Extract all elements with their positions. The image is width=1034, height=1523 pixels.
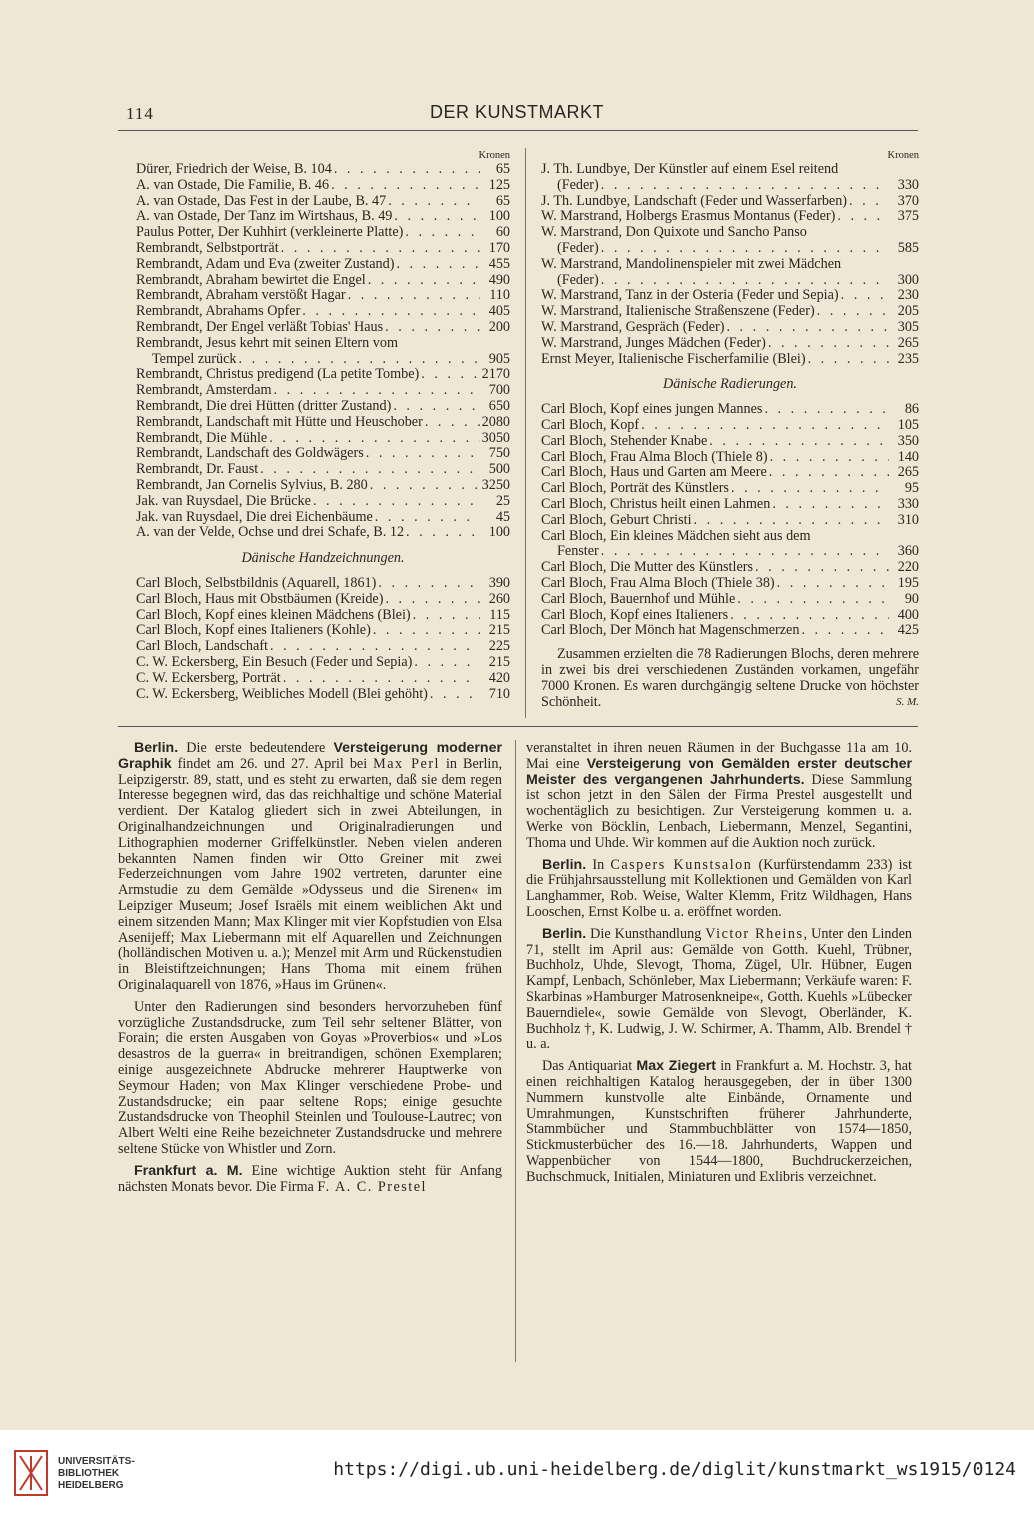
dot-leader bbox=[806, 352, 889, 368]
entry-price: 225 bbox=[488, 638, 510, 655]
price-row bbox=[541, 352, 919, 368]
dot-leader bbox=[368, 478, 480, 494]
dot-leader bbox=[383, 592, 480, 608]
entry-title: Rembrandt, Abraham bewirtet die Engel bbox=[136, 271, 366, 288]
entry-title: A. van Ostade, Das Fest in der Laube, B. 47 bbox=[136, 192, 387, 209]
price-row bbox=[541, 194, 919, 210]
entry-title: Carl Bloch, Frau Alma Bloch (Thiele 8) bbox=[541, 448, 768, 465]
dot-leader bbox=[639, 418, 889, 434]
entry-title: Carl Bloch, Landschaft bbox=[136, 638, 268, 655]
entry-title: C. W. Eckersberg, Weibliches Modell (Blei gehöht) bbox=[136, 685, 428, 702]
price-row bbox=[136, 225, 510, 241]
price-row bbox=[136, 592, 510, 608]
news-paragraph: Das Antiquariat Max Ziegert in Frankfurt a. M. Hochstr. 3, hat einen reichhaltigen Katalog herausgegeben, der in über 1300 Nummern kunstvolle alte Einbände, Ornamente und Umrahmungen, Kunstschriften früherer Jahrhunderte, Stammbücher und Stammbuchblätter von 1574—1850, Stickmusterbücher des 16.—18. Jahrhunderts, Wappen und Wappenbücher von 1544—1800, Buchdruckerzeichen, Buchschmuck, Initialen, Miniaturen und Exlibris verzeichnet. bbox=[526, 1058, 912, 1185]
price-row bbox=[136, 162, 510, 178]
entry-title: Dürer, Friedrich der Weise, B. 104 bbox=[136, 161, 332, 177]
news-column-right bbox=[526, 741, 912, 1192]
dot-leader bbox=[815, 304, 889, 320]
dot-leader bbox=[847, 194, 889, 210]
header-rule bbox=[118, 130, 918, 131]
entry-price: 65 bbox=[495, 161, 510, 177]
price-row bbox=[541, 288, 919, 304]
news-paragraph: Berlin. Die erste bedeutendere Versteigerung moderner Graphik findet am 26. und 27. April bei Max Perl in Berlin, Leipzigerstr. 89, statt, und es steht zu erwarten, daß sie dem regen Interesse begegnen wird, das das reichhaltige und schöne Material verdient. Der Katalog gliedert sich in zwei Abteilungen, in Originalhandzeichnungen und Originalradierungen und Lithographien moderner Griffelkünstler. Neben vielen anderen bekannten Namen finden wir Otto Greiner mit zwei Federzeichnungen vom Jahre 1902 vertreten, darunter eine Armstudie zu dem Gemälde »Odysseus und die Sirenen« im Leipziger Museum; Josef Israëls mit einem weiblichen Akt und einem sitzenden Mann; Max Klinger mit vier Kopfstudien von Elsa Asenijeff; Max Liebermann mit elf Aquarellen und Zeichnungen (holländischen Motiven u. a.); Menzel mit Arm und Rückenstudien in Bleistiftzeichnungen; Hans Thoma mit einem frühen Originalaquarell von 1876, »Haus im Grünen«. bbox=[118, 740, 503, 993]
entry-price: 455 bbox=[488, 255, 510, 272]
dot-leader bbox=[272, 383, 480, 399]
price-row bbox=[541, 623, 919, 639]
news-column-left bbox=[118, 741, 502, 1201]
entry-price: 710 bbox=[488, 685, 510, 702]
dot-leader bbox=[839, 288, 889, 304]
entry-price: 700 bbox=[488, 382, 510, 399]
closing-paragraph: Zusammen erzielten die 78 Radierungen Blochs, deren mehrere in zwei bis drei verschiedenen Zuständen vorkamen, ungefähr 7000 Kronen. Es waren durchgängig seltene Drucke von höchster Schönheit. S. M. bbox=[541, 646, 919, 710]
source-url-link[interactable]: https://digi.ub.uni-heidelberg.de/diglit/kunstmarkt_ws1915/0124 bbox=[333, 1459, 1016, 1480]
entry-title: Rembrandt, Jesus kehrt mit seinen Eltern vom bbox=[136, 334, 399, 351]
dot-leader bbox=[599, 544, 889, 560]
dot-leader bbox=[366, 273, 480, 289]
dot-leader bbox=[404, 525, 480, 541]
entry-title: Rembrandt, Dr. Faust bbox=[136, 461, 259, 478]
dot-leader bbox=[768, 450, 889, 466]
entry-price: 90 bbox=[904, 590, 919, 607]
price-row bbox=[136, 367, 510, 383]
entry-price: 215 bbox=[488, 622, 510, 639]
dot-leader bbox=[707, 434, 889, 450]
entry-title: Jak. van Ruysdael, Die drei Eichenbäume bbox=[136, 508, 373, 525]
entry-price: 195 bbox=[897, 574, 919, 591]
entry-price: 2170 bbox=[481, 366, 510, 383]
entry-title: Carl Bloch, Ein kleines Mädchen sieht aus dem bbox=[541, 527, 811, 544]
entry-price: 650 bbox=[488, 397, 510, 414]
entry-price: 215 bbox=[488, 653, 510, 670]
dot-leader bbox=[423, 415, 480, 431]
entry-price: 305 bbox=[897, 318, 919, 335]
dot-leader bbox=[391, 399, 480, 415]
entry-title: (Feder) bbox=[557, 239, 599, 256]
dot-leader bbox=[383, 320, 480, 336]
entry-title: Carl Bloch, Die Mutter des Künstlers bbox=[541, 559, 753, 576]
dot-leader bbox=[332, 162, 480, 178]
entry-price: 425 bbox=[897, 622, 919, 639]
dot-leader bbox=[268, 639, 480, 655]
emphasis: Max Ziegert bbox=[636, 1058, 716, 1075]
dot-leader bbox=[300, 304, 480, 320]
dot-leader bbox=[729, 481, 889, 497]
price-row bbox=[541, 241, 919, 257]
entry-price: 310 bbox=[897, 511, 919, 528]
price-row bbox=[541, 450, 919, 466]
entry-title: Rembrandt, Selbstporträt bbox=[136, 239, 279, 256]
news-paragraph: Berlin. In Caspers Kunstsalon (Kurfürstendamm 233) ist die Frühjahrsausstellung mit Kollektionen und Gemälden von Karl Langhammer, Rob. Weise, Walter Klemm, Fritz Wildhagen, Hans Looschen, Ernst Kolbe u. a. eröffnet worden. bbox=[526, 856, 912, 920]
currency-label: Kronen bbox=[887, 150, 919, 161]
entry-price: 300 bbox=[897, 271, 919, 288]
price-row bbox=[136, 194, 510, 210]
entry-title: Carl Bloch, Haus und Garten am Meere bbox=[541, 464, 767, 481]
price-row bbox=[136, 383, 510, 399]
price-row bbox=[136, 288, 510, 304]
entry-title: Carl Bloch, Kopf eines Italieners bbox=[541, 606, 729, 623]
entry-title: Rembrandt, Jan Cornelis Sylvius, B. 280 bbox=[136, 476, 368, 493]
entry-price: 220 bbox=[897, 559, 919, 576]
spaced-name: Max Perl bbox=[373, 755, 440, 772]
entry-title: Jak. van Ruysdael, Die Brücke bbox=[136, 492, 311, 509]
entry-title: Rembrandt, Die drei Hütten (dritter Zustand) bbox=[136, 397, 392, 414]
price-row bbox=[541, 257, 919, 273]
dot-leader bbox=[767, 465, 889, 481]
entry-price: 125 bbox=[488, 176, 510, 193]
entry-title: W. Marstrand, Holbergs Erasmus Montanus (Feder) bbox=[541, 208, 836, 225]
university-library-logo bbox=[14, 1450, 48, 1496]
dot-leader bbox=[599, 273, 889, 289]
left-price-list bbox=[136, 150, 510, 702]
entry-title: Paulus Potter, Der Kuhhirt (verkleinerte Platte) bbox=[136, 224, 404, 241]
price-row bbox=[541, 434, 919, 450]
dot-leader bbox=[419, 367, 480, 383]
entry-title: Carl Bloch, Geburt Christi bbox=[541, 511, 692, 528]
entry-title: Fenster bbox=[557, 543, 599, 560]
dot-leader bbox=[403, 225, 480, 241]
dot-leader bbox=[329, 178, 480, 194]
dot-leader bbox=[724, 320, 889, 336]
entry-price: 65 bbox=[495, 192, 510, 209]
emphasis: Versteigerung moderner Graphik bbox=[118, 740, 503, 772]
entry-title: A. van Ostade, Die Familie, B. 46 bbox=[136, 176, 330, 193]
price-row bbox=[541, 576, 919, 592]
entry-price: 585 bbox=[897, 239, 919, 256]
dot-leader bbox=[799, 623, 889, 639]
price-row bbox=[541, 608, 919, 624]
price-row bbox=[541, 225, 919, 241]
entry-price: 110 bbox=[489, 287, 510, 304]
entry-price: 25 bbox=[495, 492, 510, 509]
column-divider bbox=[515, 740, 516, 1362]
price-row bbox=[136, 510, 510, 526]
entry-title: Carl Bloch, Bauernhof und Mühle bbox=[541, 590, 736, 607]
entry-price: 115 bbox=[489, 606, 510, 623]
dot-leader bbox=[373, 510, 480, 526]
entry-title: A. van der Velde, Ochse und drei Schafe, B. 12 bbox=[136, 524, 405, 541]
entry-price: 330 bbox=[897, 176, 919, 193]
entry-price: 490 bbox=[488, 271, 510, 288]
price-row bbox=[541, 336, 919, 352]
entry-price: 235 bbox=[897, 350, 919, 367]
entry-title: Carl Bloch, Porträt des Künstlers bbox=[541, 480, 729, 497]
spaced-name: F. A. C. Prestel bbox=[317, 1178, 427, 1195]
entry-title: Rembrandt, Landschaft des Goldwägers bbox=[136, 445, 364, 462]
news-paragraph: veranstaltet in ihren neuen Räumen in der Buchgasse 11a am 10. Mai eine Versteigerung von Gemälden erster deutscher Meister des vergangenen Jahrhunderts. Diese Sammlung ist schon jetzt in den Sälen der Firma Prestel ausgestellt und wochentäglich zu besichtigen. Zur Versteigerung kommen u. a. Werke von Böcklin, Lenbach, Liebermann, Menzel, Segantini, Thoma und Uhde. Wir kommen auf die Auktion noch zurück. bbox=[526, 740, 913, 851]
entry-title: W. Marstrand, Gespräch (Feder) bbox=[541, 318, 725, 335]
dot-leader bbox=[311, 494, 480, 510]
place-lead: Berlin. bbox=[542, 856, 587, 873]
news-paragraph: Frankfurt a. M. Eine wichtige Auktion steht für Anfang nächsten Monats bevor. Die Firma F. A. C. Prestel bbox=[118, 1162, 502, 1195]
price-row bbox=[136, 462, 510, 478]
dot-leader bbox=[346, 288, 480, 304]
entry-price: 105 bbox=[897, 416, 919, 433]
price-row bbox=[541, 178, 919, 194]
entry-title: (Feder) bbox=[557, 271, 599, 288]
entry-title: W. Marstrand, Italienische Straßenszene (Feder) bbox=[541, 303, 815, 320]
entry-title: J. Th. Lundbye, Der Künstler auf einem Esel reitend bbox=[541, 161, 839, 177]
library-name: UNIVERSITÄTS- BIBLIOTHEK HEIDELBERG bbox=[58, 1456, 135, 1491]
price-row bbox=[541, 529, 919, 545]
dot-leader bbox=[428, 687, 480, 703]
price-row bbox=[541, 418, 919, 434]
price-row bbox=[136, 399, 510, 415]
place-lead: Berlin. bbox=[134, 740, 179, 756]
price-row bbox=[136, 178, 510, 194]
price-row bbox=[136, 304, 510, 320]
entry-price: 140 bbox=[897, 448, 919, 465]
entry-title: Carl Bloch, Der Mönch hat Magenschmerzen bbox=[541, 622, 800, 639]
entry-title: A. van Ostade, Der Tanz im Wirtshaus, B. 49 bbox=[136, 208, 393, 225]
spaced-name: Victor Rheins bbox=[705, 925, 804, 942]
price-row bbox=[136, 494, 510, 510]
section-title: Dänische Handzeichnungen. bbox=[241, 550, 405, 567]
entry-price: 200 bbox=[488, 318, 510, 335]
footer-bar bbox=[0, 1430, 1034, 1523]
entry-price: 3050 bbox=[481, 429, 510, 446]
dot-leader bbox=[753, 560, 889, 576]
signature: S. M. bbox=[896, 695, 919, 708]
entry-title: Rembrandt, Amsterdam bbox=[136, 382, 272, 399]
news-paragraph: Berlin. Die Kunsthandlung Victor Rheins, Unter den Linden 71, stellt im April aus: Gemälde von Gotth. Kuehl, Trübner, Buchholz, Uhde, Slevogt, Thoma, Zügel, Ulr. Hübner, Eugen Kampf, Lenbach, Schönleber, Max Liebermann; Verkäufe waren: F. Skarbinas »Hamburger Matrosenkneipe«, Gotth. Kuehls »Lübecker Bauerndiele«, sowie Gemälde von Slevogt, Oberländer, K. Buchholz †, K. Ludwig, J. W. Schirmer, A. Thamm, Alb. Brendel † u. a. bbox=[526, 925, 912, 1053]
price-row bbox=[136, 320, 510, 336]
place-lead: Berlin. bbox=[542, 925, 587, 942]
entry-title: Rembrandt, Abrahams Opfer bbox=[136, 303, 301, 320]
right-price-list bbox=[541, 150, 919, 710]
entry-price: 400 bbox=[897, 606, 919, 623]
entry-price: 230 bbox=[897, 287, 919, 304]
entry-title: Carl Bloch, Frau Alma Bloch (Thiele 38) bbox=[541, 574, 775, 591]
entry-title: Rembrandt, Die Mühle bbox=[136, 429, 268, 446]
price-row bbox=[541, 320, 919, 336]
price-row bbox=[136, 525, 510, 541]
entry-price: 45 bbox=[495, 508, 510, 525]
entry-title: Carl Bloch, Kopf eines Italieners (Kohle) bbox=[136, 622, 371, 639]
price-row bbox=[541, 560, 919, 576]
price-row bbox=[541, 402, 919, 418]
price-row bbox=[541, 209, 919, 225]
dot-leader bbox=[728, 608, 889, 624]
dot-leader bbox=[766, 336, 889, 352]
entry-title: W. Marstrand, Junges Mädchen (Feder) bbox=[541, 334, 766, 351]
dot-leader bbox=[386, 194, 480, 210]
entry-price: 360 bbox=[897, 543, 919, 560]
entry-price: 2080 bbox=[481, 413, 510, 430]
entry-price: 3250 bbox=[481, 476, 510, 493]
dot-leader bbox=[364, 446, 480, 462]
entry-title: Rembrandt, Christus predigend (La petite Tombe) bbox=[136, 366, 420, 383]
entry-price: 420 bbox=[488, 669, 510, 686]
dot-leader bbox=[411, 608, 480, 624]
entry-title: Carl Bloch, Kopf eines jungen Mannes bbox=[541, 401, 763, 418]
dot-leader bbox=[599, 178, 889, 194]
entry-price: 170 bbox=[488, 239, 510, 256]
entry-price: 390 bbox=[488, 574, 510, 591]
dot-leader bbox=[258, 462, 480, 478]
price-row bbox=[541, 481, 919, 497]
entry-title: Rembrandt, Adam und Eva (zweiter Zustand) bbox=[136, 255, 395, 272]
price-row bbox=[136, 478, 510, 494]
currency-label: Kronen bbox=[478, 150, 510, 161]
dot-leader bbox=[267, 431, 480, 447]
running-title: DER KUNSTMARKT bbox=[429, 102, 604, 122]
price-row bbox=[136, 446, 510, 462]
entry-price: 100 bbox=[488, 208, 510, 225]
dot-leader bbox=[775, 576, 889, 592]
entry-title: Carl Bloch, Haus mit Obstbäumen (Kreide) bbox=[136, 590, 384, 607]
entry-title: Carl Bloch, Stehender Knabe bbox=[541, 432, 708, 449]
entry-price: 260 bbox=[488, 590, 510, 607]
entry-title: Rembrandt, Der Engel verläßt Tobias' Haus bbox=[136, 318, 384, 335]
section-title: Dänische Radierungen. bbox=[663, 376, 797, 393]
dot-leader bbox=[281, 671, 480, 687]
dot-leader bbox=[371, 623, 480, 639]
dot-leader bbox=[394, 257, 480, 273]
entry-title: W. Marstrand, Mandolinenspieler mit zwei Mädchen bbox=[541, 255, 842, 272]
price-row bbox=[541, 513, 919, 529]
dot-leader bbox=[599, 241, 889, 257]
dot-leader bbox=[735, 592, 889, 608]
price-row bbox=[136, 623, 510, 639]
entry-title: W. Marstrand, Tanz in der Osteria (Feder und Sepia) bbox=[541, 287, 839, 304]
price-row bbox=[541, 273, 919, 289]
spaced-name: Caspers Kunstsalon bbox=[610, 856, 753, 873]
page-number: 114 bbox=[126, 104, 154, 123]
price-row bbox=[136, 655, 510, 671]
entry-price: 60 bbox=[495, 224, 510, 241]
entry-title: J. Th. Lundbye, Landschaft (Feder und Wasserfarben) bbox=[541, 192, 848, 209]
entry-title: Ernst Meyer, Italienische Fischerfamilie (Blei) bbox=[541, 350, 806, 367]
entry-price: 375 bbox=[897, 208, 919, 225]
entry-price: 750 bbox=[488, 445, 510, 462]
entry-price: 86 bbox=[904, 401, 919, 418]
dot-leader bbox=[412, 655, 480, 671]
entry-price: 100 bbox=[488, 524, 510, 541]
section-rule bbox=[118, 726, 918, 727]
price-row bbox=[541, 592, 919, 608]
price-row bbox=[136, 273, 510, 289]
entry-title: Carl Bloch, Selbstbildnis (Aquarell, 1861) bbox=[136, 574, 377, 591]
price-row bbox=[136, 352, 510, 368]
dot-leader bbox=[392, 209, 480, 225]
entry-price: 500 bbox=[488, 461, 510, 478]
entry-price: 350 bbox=[897, 432, 919, 449]
entry-price: 265 bbox=[897, 334, 919, 351]
price-row bbox=[541, 544, 919, 560]
dot-leader bbox=[376, 576, 480, 592]
entry-price: 265 bbox=[897, 464, 919, 481]
price-row bbox=[136, 257, 510, 273]
entry-title: W. Marstrand, Don Quixote und Sancho Panso bbox=[541, 224, 807, 241]
entry-title: Carl Bloch, Kopf eines kleinen Mädchens (Blei) bbox=[136, 606, 411, 623]
column-divider bbox=[525, 148, 526, 718]
dot-leader bbox=[237, 352, 481, 368]
entry-price: 330 bbox=[897, 495, 919, 512]
price-row bbox=[136, 576, 510, 592]
entry-price: 405 bbox=[488, 303, 510, 320]
dot-leader bbox=[770, 497, 889, 513]
entry-price: 905 bbox=[488, 350, 510, 367]
dot-leader bbox=[835, 209, 889, 225]
price-row bbox=[136, 209, 510, 225]
price-row bbox=[136, 608, 510, 624]
dot-leader bbox=[279, 241, 480, 257]
entry-title: Carl Bloch, Kopf bbox=[541, 416, 640, 433]
entry-price: 95 bbox=[904, 480, 919, 497]
entry-title: C. W. Eckersberg, Ein Besuch (Feder und Sepia) bbox=[136, 653, 413, 670]
price-row bbox=[136, 336, 510, 352]
price-row bbox=[541, 465, 919, 481]
entry-price: 370 bbox=[897, 192, 919, 209]
price-row bbox=[541, 497, 919, 513]
entry-title: (Feder) bbox=[557, 176, 599, 193]
entry-title: Carl Bloch, Christus heilt einen Lahmen bbox=[541, 495, 771, 512]
price-row bbox=[136, 241, 510, 257]
price-row bbox=[136, 687, 510, 703]
price-row bbox=[136, 671, 510, 687]
price-row bbox=[136, 639, 510, 655]
place-lead: Frankfurt a. M. bbox=[134, 1162, 243, 1179]
price-row bbox=[136, 431, 510, 447]
dot-leader bbox=[692, 513, 889, 529]
entry-title: Rembrandt, Abraham verstößt Hagar bbox=[136, 287, 346, 304]
price-row bbox=[541, 162, 919, 178]
entry-price: 205 bbox=[897, 303, 919, 320]
entry-title: C. W. Eckersberg, Porträt bbox=[136, 669, 281, 686]
emphasis: Versteigerung von Gemälden erster deutscher Meister des vergangenen Jahrhunderts. bbox=[526, 755, 913, 788]
entry-title: Rembrandt, Landschaft mit Hütte und Heuschober bbox=[136, 413, 423, 430]
price-row bbox=[136, 415, 510, 431]
news-paragraph: Unter den Radierungen sind besonders hervorzuheben fünf vorzügliche Zustandsdrucke, zum Teil sehr seltener Blätter, von Forain; die ersten Ausgaben von Goyas »Proverbios« und »Los desastros de la guerra« in breitrandigen, schönen Exemplaren; einige ausgezeichnete Abdrucke mehrerer Hauptwerke von Seymour Haden; von Max Klinger verschiedene Probe- und Zustandsdrucke; ein paar seltene Rops; einige gesuchte Zustandsdrucke von Theophil Steinlen und Toulouse-Lautrec; von Albert Welti eine Reihe bezeichneter Zustandsdrucke und mehrere seltene Stücke von Whistler und Zorn. bbox=[118, 998, 502, 1157]
dot-leader bbox=[762, 402, 889, 418]
price-row bbox=[541, 304, 919, 320]
entry-title: Tempel zurück bbox=[152, 350, 237, 367]
